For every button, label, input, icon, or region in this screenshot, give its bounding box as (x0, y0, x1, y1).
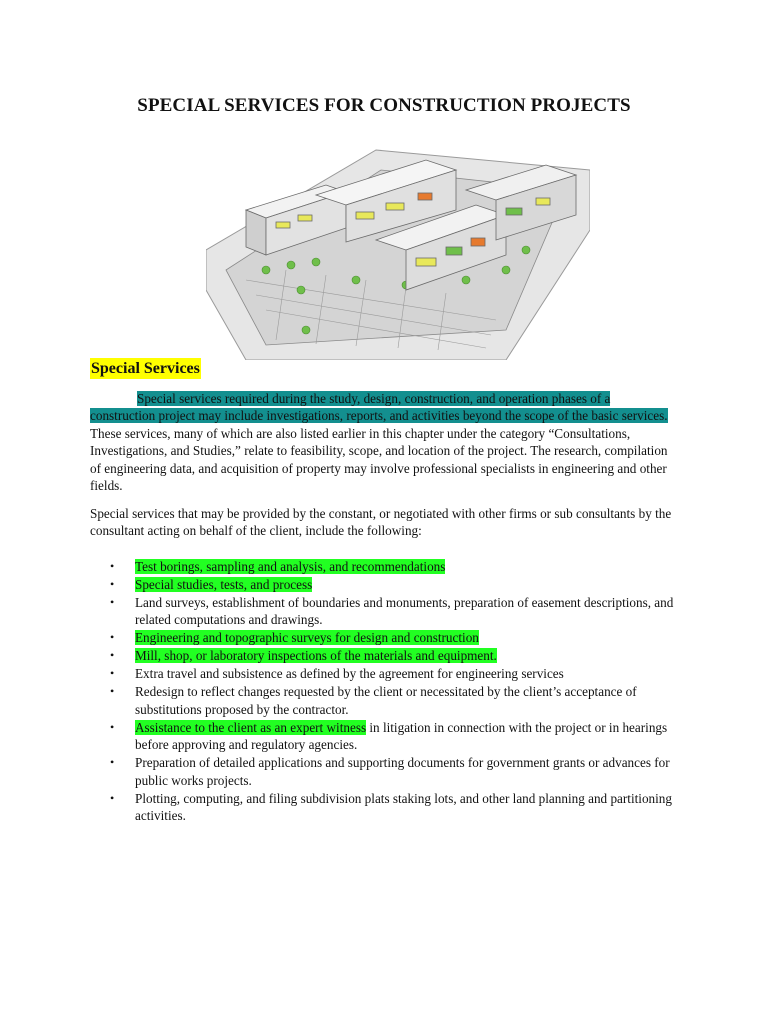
list-item-text: Preparation of detailed applications and supporting documents for government grants or advances for public works projects. (135, 755, 670, 788)
bullet-icon: • (110, 719, 115, 734)
list-item (90, 576, 690, 593)
list-item-text: Redesign to reflect changes requested by the client or necessitated by the client’s acceptance of substitutions proposed by the contractor. (135, 684, 637, 717)
page-title: SPECIAL SERVICES FOR CONSTRUCTION PROJECTS (137, 95, 631, 116)
highlighted-text: Special studies, tests, and process (135, 577, 313, 592)
paragraph-text: These services, many of which are also listed earlier in this chapter under the category “Consultations, Investigations, and Studies,” relate to feasibility, scope, and location of the project. The research, compilation of engineering data, and acquisition of property may involve professional specialists in engineering and other fields. (90, 425, 668, 494)
list-item (90, 754, 690, 789)
list-item (90, 665, 690, 682)
building-complex-image (206, 130, 590, 360)
list-item (90, 629, 690, 646)
highlighted-text: Special services required during the study, design, construction, and operation phases of a construction project may include investigations, reports, and activities beyond the scope of the basic services. (90, 391, 668, 424)
bullet-icon: • (110, 595, 115, 609)
bullet-icon: • (110, 648, 115, 663)
intro-paragraph (90, 390, 678, 494)
section-heading: Special Services (91, 360, 200, 377)
services-intro-paragraph: Special services that may be provided by the constant, or negotiated with other firms or sub consultants by the consultant acting on behalf of the client, include the following: (90, 506, 672, 539)
list-item (90, 683, 690, 718)
highlighted-text: Mill, shop, or laboratory inspections of the materials and equipment. (135, 648, 497, 664)
list-item (90, 719, 690, 754)
highlighted-text: Engineering and topographic surveys for design and construction (135, 630, 479, 646)
bullet-icon: • (110, 577, 115, 591)
building-complex-rendering (206, 130, 590, 360)
bullet-icon: • (110, 684, 115, 699)
bullet-icon: • (110, 666, 115, 681)
list-item (90, 647, 690, 664)
bullet-icon: • (110, 755, 115, 770)
list-item (90, 558, 690, 575)
list-item (90, 594, 690, 629)
bullet-icon: • (110, 559, 115, 573)
services-list (90, 558, 690, 825)
highlighted-text: Test borings, sampling and analysis, and recommendations (135, 559, 446, 574)
list-item-text: in litigation in connection with the project or in hearings before approving and regulatory agencies. (135, 719, 668, 753)
highlighted-text: Assistance to the client as an expert witness (135, 719, 367, 735)
bullet-icon: • (110, 790, 115, 805)
list-item-text: Extra travel and subsistence as defined by the agreement for engineering services (135, 666, 564, 682)
bullet-icon: • (110, 630, 115, 645)
list-item (90, 790, 690, 825)
list-item-text: Land surveys, establishment of boundaries and monuments, preparation of easement descriptions, and related computations and drawings. (135, 595, 674, 628)
list-item-text: Plotting, computing, and filing subdivision plats staking lots, and other land planning and partitioning activities. (135, 790, 672, 824)
